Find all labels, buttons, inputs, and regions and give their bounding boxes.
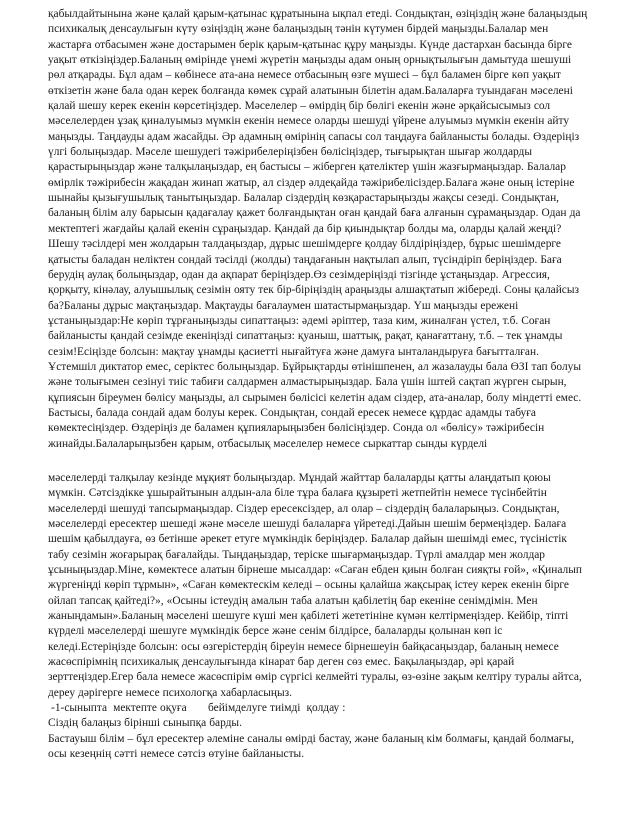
document-paragraph-2: мәселелерді талқылау кезінде мұқият болыңыздар. Мұндай жайттар балаларды қатты алаңдатып қоюы мүмкін. Сәтсіздікке ұшырайтынын алдын-ала біле тұра балаға құзыреті жетпейтін немесе түсінбейтін мәселелерді шешуді тапсырмаңыздар. Сіздер ересексіздер, ал олар – сіздердің балаларыңыз. Сондықтан, мәселелерді ересектер шешеді және мәселе шешуді балаларға үйретеді.Дайын шешім бермеңіздер. Балаға шешім қабылдауға, өз бетінше әрекет етуге мүмкіндік беріңіздер. Балалар дайын шешімді емес, түсіністік табу сезімін жоғарырақ бағалайды. Тыңдаңыздар, теріске шығармаңыздар. Түрлі амалдар мен жолдар ұсыныңыздар.Міне, көмектесе алатын бірнеше мысалдар: «Саған ебден қиын болған сияқты ғой», «Қиналып жүргеніңді көріп тұрмын», «Саған көмектескім келеді – осыны қалайша жақсырақ істеу керек екенін бірге ойлап тапсақ қайтеді?», «Осыны істеудің амалын таба алатын қабілетің бар екеніне сенімдімін. Мен жаныңдамын».Баланың мәселені шешуге күші мен қабілеті жететініне күмән келтірмеңіздер. Кейбір, тіпті күрделі мәселелерді шешуге мүмкіндік берсе және сенім білдірсе, балаларды қолынан көп іс келеді.Естеріңізде болсын: осы өзгерістердің біреуін немесе бірнешеуін байқасаңыздар, баланың немесе жасөспірімнің психикалық денсаулығында кінарат бар деген сөз емес. Бақылаңыздар, әрі қарай зерттеңіздер.Егер бала немесе жасөспірім өмір сүргісі келмейті туралы, өз-өзіне зақым келтіру туралы айтса, дереу дәрігерге немесе психологқа хабарласыңыз. — [48, 471, 582, 699]
document-paragraph-1: қабылдайтынына және қалай қарым-қатынас құратынына ықпал етеді. Сондықтан, өзіңіздің және балаңыздың психикалық денсаулығын күту өзіңіздің және балаңыздың тәнін күтумен бірдей маңызды.Балалар мен жастарға отбасымен және достарымен берік қарым-қатынас құру маңызды. Күнде дастархан басында бірге уақыт өткізіңіздер.Баланың өмірінде үнемі жүретін маңызды адам оның орнықтылығын дамытуда шешуші рөл атқарады. Бұл адам – көбінесе ата-ана немесе отбасының өзге мүшесі – бұл баламен бірге көп уақыт өткізетін және бала одан керек болғанда көмек сұрай алатынын білетін адам.Балаларға туындаған мәселені қалай шешу керек екенін көрсетіңіздер. Мәселелер – өмірдің бір бөлігі екенін және әрқайсысымыз сол мәселелерден ұзақ қиналуымыз мүмкін екенін немесе оларды шешуді үйрене алуымыз мүмкін екенін айту маңызды. Таңдауды адам жасайды. Әр адамның өмірінің сапасы сол таңдауға байланысты болады. Өздеріңіз үлгі болыңыздар. Мәселе шешудегі тәжірибелеріңізбен бөлісіңіздер, тығырықтан шығар жолдарды қарастырыңыздар және талқылаңыздар, ең бастысы – жіберген қателіктер үшін жазғырмаңыздар. Балалар өмірлік тәжірибесін жақадан жинап жатыр, ал сіздер әлдеқайда тәжірибелісіздер.Балаға және оның істеріне шынайы қызығушылық танытыңыздар. Балалар сіздердің көзқарастарыңызды жақсы сезеді. Сондықтан, баланың білім алу барысын қадағалау қажет болғандықтан оған қандай баға алғанын сұрамаңыздар. Одан да мектептегі жағдайы қалай екенін сұраңыздар. Қандай да бір қиындықтар болды ма, оларды қалай жеңді? Шешу тәсілдері мен жолдарын талдаңыздар, дұрыс шешімдерге қолдау білдіріңіздер, бұрыс шешімдерге қатысты баладан неліктен сондай тәсілді (жолды) таңдағанын нақтылап алып, түсіндіріп беріңіздер. Баға берудің аулақ болыңыздар, одан да ақпарат беріңіздер.Өз сезімдеріңізді тізгінде ұстаңыздар. Агрессия, қорқыту, кінәлау, алуышылық сезімін ояту тек бір-біріңіздің араңызды алшақтатып жібереді. Соны қалайсыз ба?Баланы дұрыс мақтаңыздар. Мақтауды бағалаумен шатастырмаңыздар. Үш маңызды ережені ұстаныңыздар:Не көріп тұрғаныңызды сипаттаңыз: әдемі әріптер, таза ким, жиналған үстел, т.б. Соған байланысты қандай сезімде екеніңізді сипаттаңыз: қуаныш, шаттық, рақат, қанағаттану, т.б. – тек ұнамды сезім!Есіңізде болсын: мақтау ұнамды қасиетті нығайтуға және дамуға ынталандыруға бағытталған. Ұстемшіл диктатор емес, серіктес болыңыздар. Бұйрықтарды өтінішпенен, ал жазалауды бала ӨЗІ тап болуы және толығымен сезінуі тиіс табиғи салдармен алмастырыңыздар. Бала үшін іштей сақтап жүрген сырын, құпиясын біреумен бөлісу маңызды, ал сырымен бөлісісі келетін адам сіздер, ата-аналар, болу міндетті емес. Бастысы, балада сондай адам болуы керек. Сондықтан, сондай ересек немесе құрдас адамды табуға көмектесіңіздер. Өздеріңіз де баламен құпияларыңызбен бөлісіңіздер. Сонда ол «бөлісу» тәжірибесін жинайды.Балаларыңызбен қарым, отбасылық мәселелер немесе сыркаттар сынды күрделі — [48, 8, 588, 450]
paragraph-gap — [48, 452, 588, 471]
grade-support-line: -1-сыныпта мектепте оқуға бейімделуге тиімді қолдау : — [48, 702, 346, 715]
document-page — [48, 7, 588, 763]
first-grade-line: Сіздің балаңыз бірінші сыныпқа барды. — [48, 717, 242, 730]
document-paragraph-3: Бастауыш білім – бұл ересектер әлеміне саналы өмірді бастау, және баланың кім болмағы, қандай болмағы, осы кезеңнің сәтті немесе сәтсіз өтуіне байланысты. — [48, 732, 574, 761]
